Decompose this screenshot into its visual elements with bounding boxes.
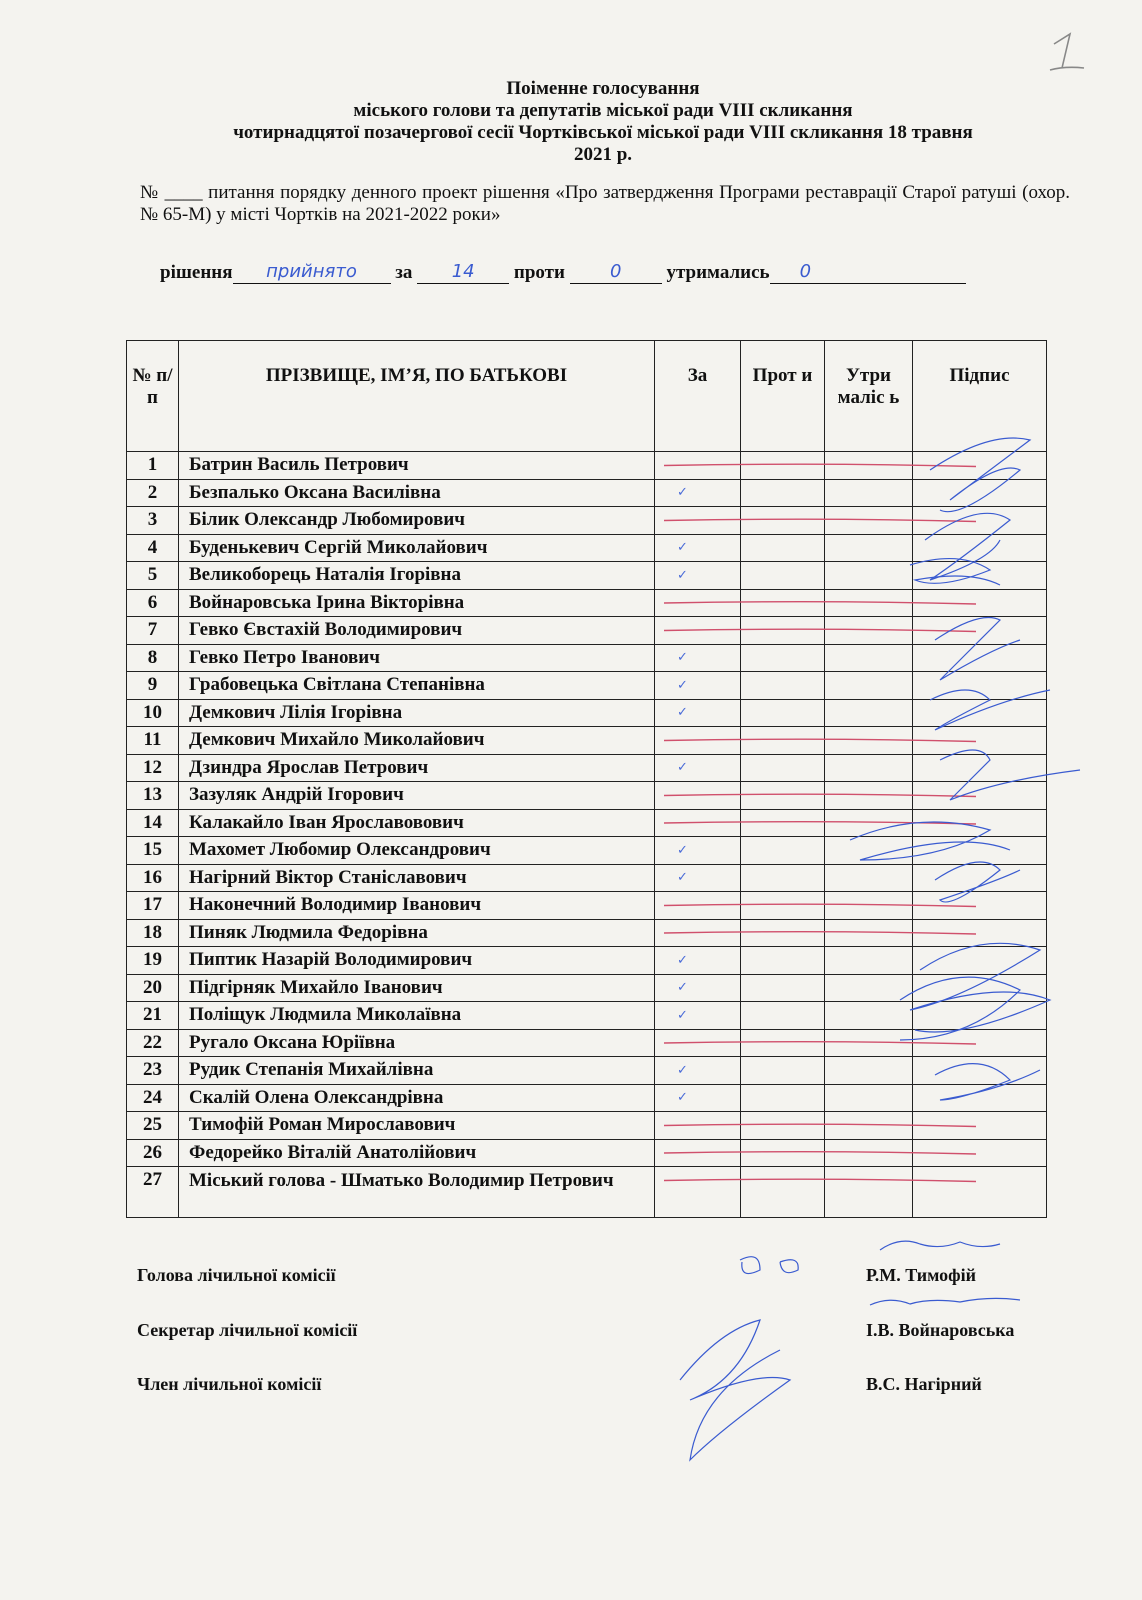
for-field <box>417 263 509 284</box>
row-number: 16 <box>127 864 179 892</box>
row-vote-for <box>655 1029 741 1057</box>
table-row <box>127 1139 1047 1167</box>
row-vote-for <box>655 1084 741 1112</box>
row-number: 5 <box>127 562 179 590</box>
row-signature <box>913 974 1047 1002</box>
row-vote-abstain <box>825 644 913 672</box>
row-vote-for <box>655 644 741 672</box>
row-vote-abstain <box>825 699 913 727</box>
row-number: 14 <box>127 809 179 837</box>
row-number: 8 <box>127 644 179 672</box>
row-vote-against <box>741 782 825 810</box>
row-vote-abstain <box>825 672 913 700</box>
abstained-value: 0 <box>799 261 812 282</box>
row-vote-abstain <box>825 947 913 975</box>
table-row <box>127 754 1047 782</box>
row-vote-for <box>655 617 741 645</box>
row-vote-against <box>741 1112 825 1140</box>
row-vote-against <box>741 507 825 535</box>
row-name: Поліщук Людмила Миколаївна <box>179 1002 655 1030</box>
row-vote-against <box>741 1084 825 1112</box>
row-name: Махомет Любомир Олександрович <box>179 837 655 865</box>
header-against: Прот и <box>741 341 825 452</box>
table-row <box>127 1057 1047 1085</box>
row-signature <box>913 754 1047 782</box>
table-row <box>127 1029 1047 1057</box>
row-name: Гевко Євстахій Володимирович <box>179 617 655 645</box>
table-row <box>127 672 1047 700</box>
row-number: 12 <box>127 754 179 782</box>
table-row <box>127 617 1047 645</box>
row-name: Калакайло Іван Ярославовович <box>179 809 655 837</box>
row-name: Пиптик Назарій Володимирович <box>179 947 655 975</box>
commission-role-secretary: Секретар лічильної комісії <box>137 1320 358 1340</box>
check-mark-icon: ✓ <box>677 567 688 583</box>
row-vote-against <box>741 919 825 947</box>
row-name: Тимофій Роман Мирославович <box>179 1112 655 1140</box>
row-name: Грабовецька Світлана Степанівна <box>179 672 655 700</box>
row-vote-against <box>741 452 825 480</box>
row-vote-for <box>655 782 741 810</box>
row-vote-abstain <box>825 864 913 892</box>
row-vote-for <box>655 1167 741 1218</box>
table-row <box>127 644 1047 672</box>
row-number: 6 <box>127 589 179 617</box>
row-signature <box>913 672 1047 700</box>
check-mark-icon: ✓ <box>677 677 688 693</box>
table-row <box>127 589 1047 617</box>
row-signature <box>913 809 1047 837</box>
row-name: Демкович Лілія Ігорівна <box>179 699 655 727</box>
row-vote-for <box>655 947 741 975</box>
abstained-field <box>770 263 966 284</box>
row-name: Нагірний Віктор Станіславович <box>179 864 655 892</box>
row-vote-for <box>655 809 741 837</box>
row-vote-abstain <box>825 507 913 535</box>
row-vote-abstain <box>825 1002 913 1030</box>
row-signature <box>913 507 1047 535</box>
abstained-label: утримались <box>666 262 770 283</box>
row-number: 23 <box>127 1057 179 1085</box>
row-number: 2 <box>127 479 179 507</box>
against-label: проти <box>513 262 565 283</box>
row-vote-for <box>655 507 741 535</box>
commission-role-chair: Голова лічильної комісії <box>137 1265 336 1285</box>
result-line <box>160 262 966 284</box>
row-name: Міський голова - Шматько Володимир Петрович <box>179 1167 655 1218</box>
row-vote-against <box>741 754 825 782</box>
row-signature <box>913 562 1047 590</box>
commission-name-chair: Р.М. Тимофій <box>866 1265 977 1285</box>
row-signature <box>913 479 1047 507</box>
decision-label: рішення <box>160 262 233 283</box>
row-vote-against <box>741 534 825 562</box>
row-name: Войнаровська Ірина Вікторівна <box>179 589 655 617</box>
row-vote-against <box>741 864 825 892</box>
row-vote-against <box>741 589 825 617</box>
row-vote-abstain <box>825 1139 913 1167</box>
row-number: 20 <box>127 974 179 1002</box>
check-mark-icon: ✓ <box>677 842 688 858</box>
row-number: 15 <box>127 837 179 865</box>
decision-field <box>233 263 391 284</box>
row-vote-against <box>741 947 825 975</box>
page-number-handwritten <box>1040 30 1090 75</box>
document-header <box>138 78 1068 166</box>
row-vote-for <box>655 1057 741 1085</box>
row-vote-for <box>655 727 741 755</box>
row-signature <box>913 1112 1047 1140</box>
row-number: 10 <box>127 699 179 727</box>
row-name: Скалій Олена Олександрівна <box>179 1084 655 1112</box>
row-name: Ругало Оксана Юріївна <box>179 1029 655 1057</box>
table-row <box>127 782 1047 810</box>
row-vote-for <box>655 837 741 865</box>
table-header-row <box>127 341 1047 452</box>
table-row <box>127 1167 1047 1218</box>
row-vote-against <box>741 1057 825 1085</box>
header-abstain: Утри маліс ь <box>825 341 913 452</box>
table-row <box>127 919 1047 947</box>
row-vote-for <box>655 1112 741 1140</box>
row-vote-for <box>655 672 741 700</box>
table-row <box>127 864 1047 892</box>
table-row <box>127 974 1047 1002</box>
table-row <box>127 1112 1047 1140</box>
header-signature: Підпис <box>913 341 1047 452</box>
row-vote-for <box>655 1139 741 1167</box>
decision-value: прийнято <box>266 261 357 282</box>
table-row <box>127 837 1047 865</box>
row-signature <box>913 947 1047 975</box>
row-signature <box>913 1029 1047 1057</box>
table-row <box>127 809 1047 837</box>
row-name: Батрин Василь Петрович <box>179 452 655 480</box>
header-for: За <box>655 341 741 452</box>
row-vote-for <box>655 864 741 892</box>
check-mark-icon: ✓ <box>677 870 688 886</box>
row-vote-for <box>655 892 741 920</box>
row-number: 18 <box>127 919 179 947</box>
row-signature <box>913 1167 1047 1218</box>
table-row <box>127 892 1047 920</box>
check-mark-icon: ✓ <box>677 760 688 776</box>
row-signature <box>913 589 1047 617</box>
check-mark-icon: ✓ <box>677 1090 688 1106</box>
row-vote-against <box>741 974 825 1002</box>
check-mark-icon: ✓ <box>677 980 688 996</box>
row-vote-for <box>655 589 741 617</box>
row-vote-abstain <box>825 589 913 617</box>
table-row <box>127 1002 1047 1030</box>
row-number: 3 <box>127 507 179 535</box>
row-number: 27 <box>127 1167 179 1218</box>
row-name: Демкович Михайло Миколайович <box>179 727 655 755</box>
row-name: Дзиндра Ярослав Петрович <box>179 754 655 782</box>
check-mark-icon: ✓ <box>677 485 688 501</box>
row-signature <box>913 617 1047 645</box>
table-row <box>127 534 1047 562</box>
row-name: Безпалько Оксана Василівна <box>179 479 655 507</box>
table-row <box>127 562 1047 590</box>
commission-name-secretary: І.В. Войнаровська <box>866 1320 1015 1340</box>
row-signature <box>913 1139 1047 1167</box>
table-row <box>127 1084 1047 1112</box>
row-vote-for <box>655 534 741 562</box>
against-value: 0 <box>609 261 622 282</box>
check-mark-icon: ✓ <box>677 540 688 556</box>
row-vote-for <box>655 919 741 947</box>
row-signature <box>913 1084 1047 1112</box>
row-vote-against <box>741 727 825 755</box>
row-vote-for <box>655 1002 741 1030</box>
row-signature <box>913 534 1047 562</box>
row-vote-abstain <box>825 534 913 562</box>
row-name: Білик Олександр Любомирович <box>179 507 655 535</box>
row-signature <box>913 919 1047 947</box>
row-signature <box>913 727 1047 755</box>
row-name: Зазуляк Андрій Ігорович <box>179 782 655 810</box>
row-number: 7 <box>127 617 179 645</box>
row-vote-abstain <box>825 617 913 645</box>
row-vote-against <box>741 562 825 590</box>
table-row <box>127 727 1047 755</box>
commission-name-member: В.С. Нагірний <box>866 1374 982 1394</box>
row-number: 13 <box>127 782 179 810</box>
header-num: № п/п <box>127 341 179 452</box>
row-number: 25 <box>127 1112 179 1140</box>
row-vote-against <box>741 479 825 507</box>
row-vote-against <box>741 1167 825 1218</box>
row-name: Рудик Степанія Михайлівна <box>179 1057 655 1085</box>
row-vote-against <box>741 809 825 837</box>
row-vote-for <box>655 699 741 727</box>
table-row <box>127 507 1047 535</box>
row-signature <box>913 452 1047 480</box>
row-signature <box>913 892 1047 920</box>
row-vote-abstain <box>825 754 913 782</box>
row-signature <box>913 837 1047 865</box>
row-name: Підгірняк Михайло Іванович <box>179 974 655 1002</box>
row-vote-against <box>741 617 825 645</box>
row-name: Федорейко Віталій Анатолійович <box>179 1139 655 1167</box>
row-vote-against <box>741 1029 825 1057</box>
header-subtitle: міського голови та депутатів міської ради VIII скликання <box>353 100 853 121</box>
row-vote-abstain <box>825 562 913 590</box>
row-vote-against <box>741 892 825 920</box>
row-vote-abstain <box>825 892 913 920</box>
row-number: 26 <box>127 1139 179 1167</box>
row-vote-against <box>741 1002 825 1030</box>
row-number: 24 <box>127 1084 179 1112</box>
check-mark-icon: ✓ <box>677 650 688 666</box>
row-number: 17 <box>127 892 179 920</box>
row-vote-for <box>655 479 741 507</box>
row-signature <box>913 644 1047 672</box>
table-row <box>127 699 1047 727</box>
header-session: чотирнадцятої позачергової сесії Чортківської міської ради VIII скликання 18 травня <box>233 122 973 143</box>
check-mark-icon: ✓ <box>677 705 688 721</box>
row-number: 22 <box>127 1029 179 1057</box>
row-signature <box>913 782 1047 810</box>
row-name: Наконечний Володимир Іванович <box>179 892 655 920</box>
table-row <box>127 479 1047 507</box>
row-vote-for <box>655 974 741 1002</box>
check-mark-icon: ✓ <box>677 1007 688 1023</box>
check-mark-icon: ✓ <box>677 952 688 968</box>
row-number: 19 <box>127 947 179 975</box>
row-vote-for <box>655 562 741 590</box>
row-vote-against <box>741 672 825 700</box>
row-vote-abstain <box>825 1057 913 1085</box>
row-number: 9 <box>127 672 179 700</box>
row-vote-abstain <box>825 1167 913 1218</box>
check-mark-icon: ✓ <box>677 1062 688 1078</box>
row-vote-abstain <box>825 1112 913 1140</box>
header-title: Поіменне голосування <box>506 78 700 99</box>
row-vote-against <box>741 837 825 865</box>
row-vote-abstain <box>825 727 913 755</box>
row-vote-abstain <box>825 837 913 865</box>
header-name: ПРІЗВИЩЕ, ІМ’Я, ПО БАТЬКОВІ <box>179 341 655 452</box>
row-vote-for <box>655 754 741 782</box>
agenda-item: № ____ питання порядку денного проект рішення «Про затвердження Програми реставрації Старої ратуші (охор. № 65-М) у місті Чортків на 2021-2022 роки» <box>140 182 1070 225</box>
row-number: 1 <box>127 452 179 480</box>
for-label: за <box>395 262 413 283</box>
row-vote-abstain <box>825 809 913 837</box>
row-signature <box>913 699 1047 727</box>
row-name: Пиняк Людмила Федорівна <box>179 919 655 947</box>
row-number: 21 <box>127 1002 179 1030</box>
row-number: 4 <box>127 534 179 562</box>
row-vote-abstain <box>825 974 913 1002</box>
row-signature <box>913 1002 1047 1030</box>
row-vote-for <box>655 452 741 480</box>
voting-table <box>126 340 1047 1218</box>
row-name: Гевко Петро Іванович <box>179 644 655 672</box>
header-date: 2021 р. <box>573 144 633 165</box>
row-vote-abstain <box>825 782 913 810</box>
row-name: Буденькевич Сергій Миколайович <box>179 534 655 562</box>
row-signature <box>913 1057 1047 1085</box>
row-vote-abstain <box>825 919 913 947</box>
row-number: 11 <box>127 727 179 755</box>
for-value: 14 <box>451 261 475 282</box>
table-row <box>127 452 1047 480</box>
row-signature <box>913 864 1047 892</box>
row-vote-against <box>741 699 825 727</box>
against-field <box>570 263 662 284</box>
row-vote-abstain <box>825 479 913 507</box>
row-vote-against <box>741 1139 825 1167</box>
row-vote-abstain <box>825 452 913 480</box>
table-row <box>127 947 1047 975</box>
row-vote-against <box>741 644 825 672</box>
row-name: Великоборець Наталія Ігорівна <box>179 562 655 590</box>
commission-role-member: Член лічильної комісії <box>137 1374 322 1394</box>
row-vote-abstain <box>825 1029 913 1057</box>
row-vote-abstain <box>825 1084 913 1112</box>
